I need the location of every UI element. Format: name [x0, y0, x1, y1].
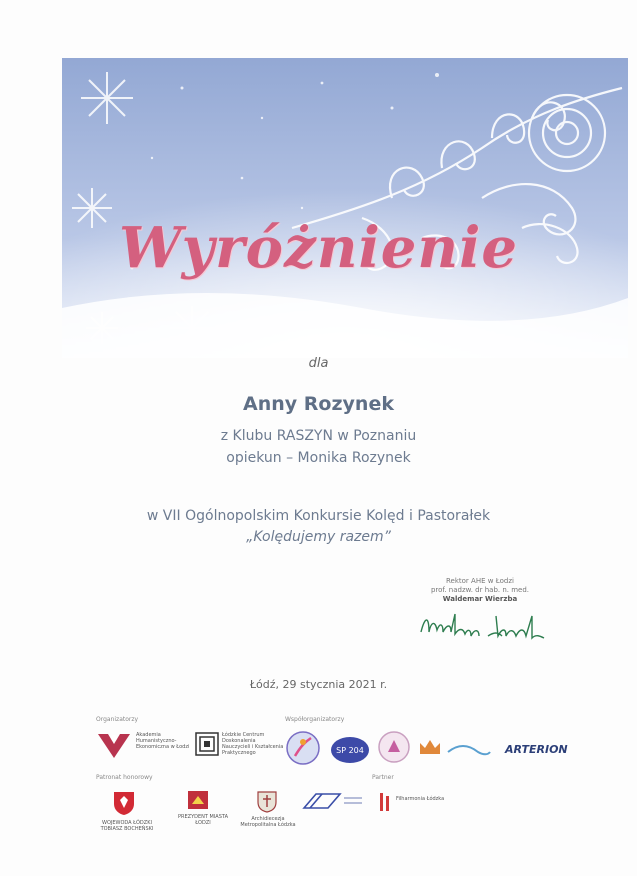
recipient-name: Anny Rozynek	[243, 393, 394, 415]
signatory-role: Rektor AHE w Łodzi	[446, 577, 514, 585]
filharmonia-logo-icon	[378, 792, 392, 812]
signatory-title: prof. nadzw. dr hab. n. med.	[430, 586, 530, 594]
svg-text:SP 204: SP 204	[336, 746, 364, 755]
lcdnikp-logo-icon	[195, 732, 219, 756]
prezydent-logo-text: PREZYDENT MIASTA ŁODZI	[178, 814, 228, 826]
club-line: z Klubu RASZYN w Poznaniu	[220, 428, 417, 444]
contest-line: w VII Ogólnopolskim Konkursie Kolęd i Pastorałek	[146, 508, 491, 524]
kuratorium-logo-icon	[300, 790, 364, 812]
signatory-block	[400, 577, 560, 604]
sp204-logo-icon	[330, 736, 370, 764]
winter-banner	[62, 58, 628, 358]
honorary-patronage-label: Patronat honorowy	[96, 774, 153, 781]
for-label: dla	[308, 356, 329, 371]
partner-label: Partner	[372, 774, 394, 781]
signatory-name: Waldemar Wierzba	[442, 595, 518, 603]
organizers-label: Organizatorzy	[96, 716, 139, 723]
music-school-logo-icon	[285, 728, 321, 768]
certificate-title: Wyróżnienie	[118, 215, 519, 281]
motto-line: „Kolędujemy razem”	[246, 529, 391, 545]
issue-date: Łódź, 29 stycznia 2021 r.	[249, 678, 388, 691]
ahe-logo-icon	[96, 730, 132, 760]
eagle-emblem-icon	[112, 790, 136, 816]
partner-wave-logo-icon	[446, 740, 492, 756]
school-crest-logo-icon	[378, 730, 410, 764]
arterion-logo: ARTERION	[505, 743, 568, 756]
archidiecezja-logo-text: Archidiecezja Metropolitalna Łódzka	[240, 816, 296, 828]
guardian-line: opiekun – Monika Rozynek	[226, 450, 411, 466]
lcdnikp-logo-text: Łódzkie Centrum Doskonalenia Nauczycieli i Kształcenia Praktycznego	[222, 732, 284, 756]
handwritten-signature	[416, 608, 556, 642]
crown-logo-icon	[418, 738, 442, 756]
co-organizers-label: Współorganizatorzy	[285, 716, 345, 723]
wojewoda-logo-text: WOJEWODA ŁÓDZKI TOBIASZ BOCHEŃSKI	[100, 820, 154, 832]
filharmonia-logo-text: Filharmonia Łódzka	[396, 796, 445, 802]
lodz-city-emblem-icon	[187, 790, 209, 810]
ahe-logo-text: Akademia Humanistyczno-Ekonomiczna w Łodzi	[136, 732, 190, 750]
archdiocese-crest-icon	[256, 788, 278, 814]
